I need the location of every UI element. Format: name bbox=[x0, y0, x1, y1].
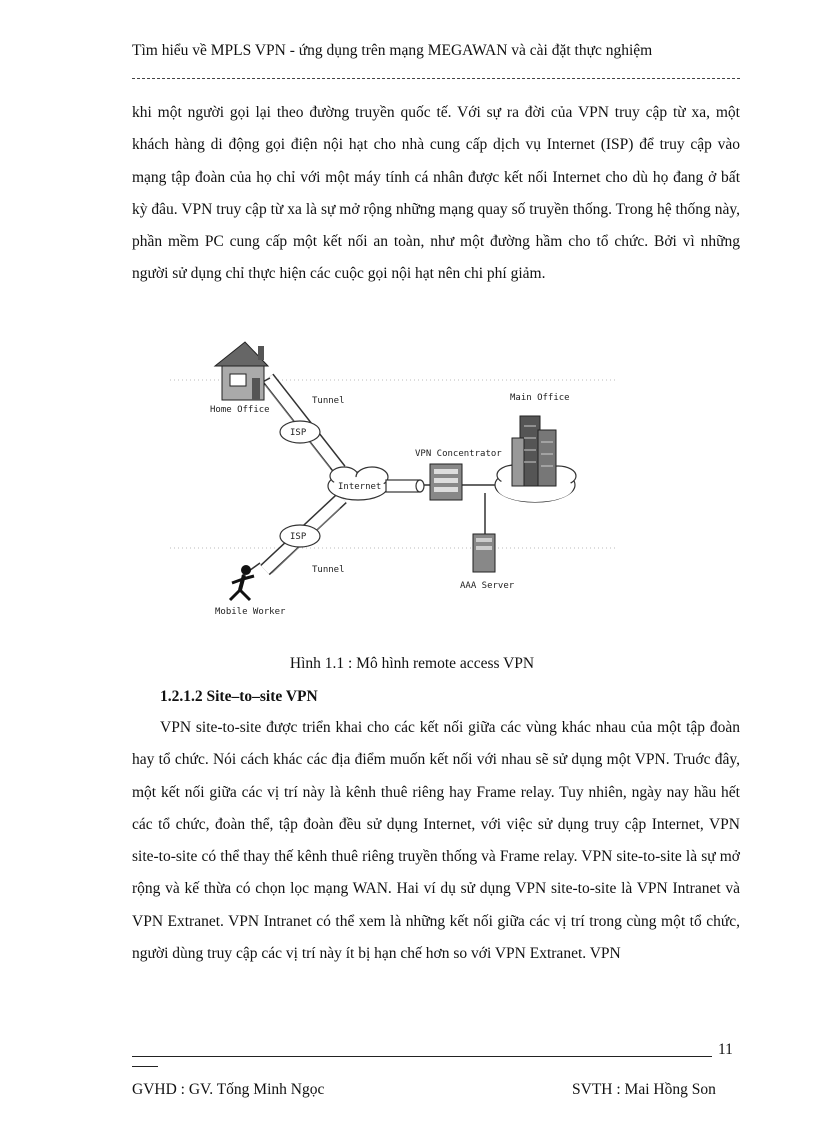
tunnel-bottom-label: Tunnel bbox=[312, 565, 345, 575]
aaa-server-icon bbox=[473, 534, 495, 572]
internet-label: Internet bbox=[338, 482, 382, 492]
header-divider bbox=[132, 78, 740, 79]
paragraph-site-to-site: VPN site-to-site được triển khai cho các kết nối giữa các vùng khác nhau của một tập đoàn hay tổ chức. Nói cách khác các địa điểm muốn kết nối với nhau sẽ sử dụng một VPN. Truớc đây, một kết nối giữa các vị trí này là kênh thuê riêng hay Frame relay. Tuy nhiên, ngày nay hầu hết các tổ chức, đoàn thể, tập đoàn đều sử dụng Internet, với việc sử dụng truy cập Internet, VPN site-to-site có thể thay thế kênh thuê riêng truyền thống và Frame relay. VPN site-to-site là sự mở rộng và kế thừa có chọn lọc mạng WAN. Hai ví dụ sử dụng VPN site-to-site là VPN Intranet và VPN Extranet. VPN Intranet có thể xem là những kết nối giữa các vị trí trong cùng một tổ chức, người dùng truy cập các vị trí này ít bị hạn chế hơn so với VPN Extranet. VPN bbox=[132, 719, 740, 963]
footer-divider-short bbox=[132, 1066, 158, 1067]
internet-cloud bbox=[328, 467, 388, 500]
aaa-server-label: AAA Server bbox=[460, 581, 515, 591]
isp-bottom-label: ISP bbox=[290, 532, 307, 542]
vpn-concentrator-device bbox=[415, 449, 502, 500]
footer-advisor: GVHD : GV. Tống Minh Ngọc bbox=[132, 1081, 325, 1098]
section-heading: 1.2.1.2 Site–to–site VPN bbox=[160, 688, 318, 705]
tunnel-top-label: Tunnel bbox=[312, 396, 345, 406]
page-header: Tìm hiểu về MPLS VPN - ứng dụng trên mạng MEGAWAN và cài đặt thực nghiệm bbox=[132, 42, 653, 59]
home-office-house-icon bbox=[215, 342, 268, 400]
page-number: 11 bbox=[718, 1041, 733, 1058]
mobile-worker-label: Mobile Worker bbox=[215, 607, 286, 617]
isp-top-cloud bbox=[280, 421, 320, 443]
home-office-label: Home Office bbox=[210, 405, 270, 415]
footer-student: SVTH : Mai Hồng Son bbox=[572, 1081, 716, 1098]
main-office-building-icon bbox=[512, 416, 556, 486]
paragraph-remote-access: khi một người gọi lại theo đường truyền quốc tế. Với sự ra đời của VPN truy cập từ xa, một khách hàng di động gọi điện nội hạt cho nhà cung cấp dịch vụ Internet (ISP) để truy cập vào mạng tập đoàn của họ chỉ với một máy tính cá nhân được kết nối Internet cho dù họ đang ở bất kỳ đâu. VPN truy cập từ xa là sự mở rộng những mạng quay số truyền thống. Trong hệ thống này, phần mềm PC cung cấp một kết nối an toàn, như một đường hầm cho tổ chức. Bởi vì những người sử dụng chỉ thực hiện các cuộc gọi nội hạt nên chi phí giảm. bbox=[132, 104, 740, 283]
figure-remote-access-vpn bbox=[160, 338, 620, 618]
footer-divider bbox=[132, 1056, 712, 1057]
isp-top-label: ISP bbox=[290, 428, 307, 438]
mobile-worker-person-icon bbox=[230, 565, 254, 600]
main-office-label: Main Office bbox=[510, 393, 570, 403]
isp-bottom-cloud bbox=[280, 525, 320, 547]
figure-caption: Hình 1.1 : Mô hình remote access VPN bbox=[289, 655, 535, 672]
vpn-concentrator-label: VPN Concentrator bbox=[415, 449, 502, 459]
internet-pipe bbox=[386, 480, 424, 492]
network-diagram bbox=[160, 338, 620, 618]
